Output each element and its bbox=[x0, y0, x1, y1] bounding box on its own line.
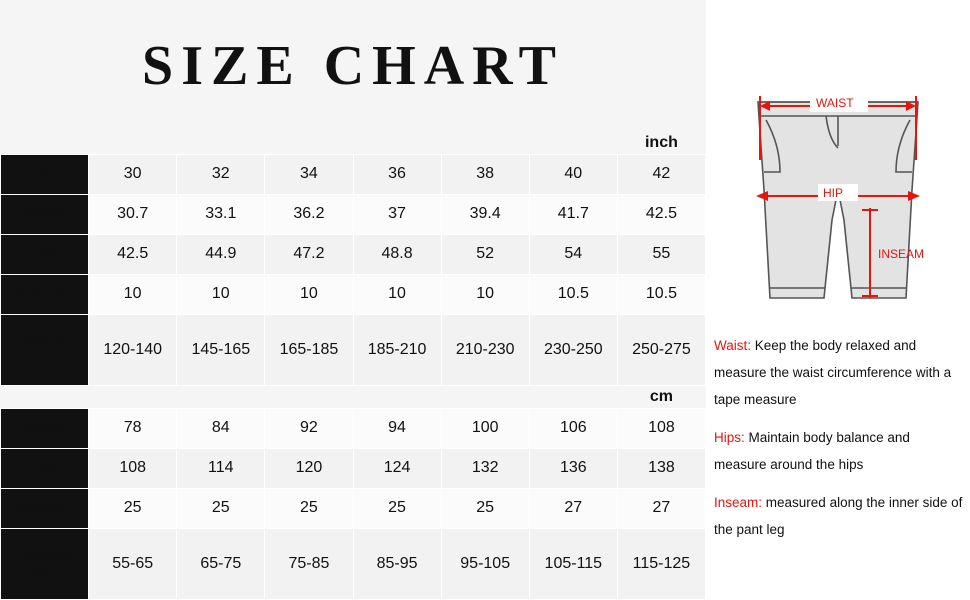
cell: 55-65 bbox=[89, 528, 177, 600]
cell: 138 bbox=[617, 448, 705, 488]
measurement-notes bbox=[714, 332, 966, 554]
cell: 36 bbox=[353, 155, 441, 195]
table-row bbox=[1, 155, 706, 195]
unit-row-spacer bbox=[89, 132, 618, 155]
row-header-weight-lbs bbox=[1, 314, 89, 385]
cell: 230-250 bbox=[529, 314, 617, 385]
size-table bbox=[0, 132, 706, 600]
right-panel bbox=[706, 0, 970, 600]
cell: 44.9 bbox=[177, 234, 265, 274]
waist-label: WAIST bbox=[816, 96, 854, 110]
note-hips-text: Maintain body balance and measure around the hips bbox=[714, 430, 910, 472]
table-row bbox=[1, 314, 706, 385]
unit-row-spacer bbox=[89, 385, 618, 408]
cell: 106 bbox=[529, 408, 617, 448]
cell: 250-275 bbox=[617, 314, 705, 385]
cell: 52 bbox=[441, 234, 529, 274]
cell: 40 bbox=[529, 155, 617, 195]
cell: 100 bbox=[441, 408, 529, 448]
row-header-label: Weight bbox=[18, 547, 72, 565]
cell: 120 bbox=[265, 448, 353, 488]
cell: 39.4 bbox=[441, 194, 529, 234]
row-header-unit: (kg) bbox=[31, 564, 58, 581]
cell: 65-75 bbox=[177, 528, 265, 600]
note-inseam-label: Inseam: bbox=[714, 495, 763, 510]
row-header-waist-inch: Waist bbox=[1, 194, 89, 234]
cell: 10.5 bbox=[529, 274, 617, 314]
note-hips-label: Hips: bbox=[714, 430, 745, 445]
cell: 105-115 bbox=[529, 528, 617, 600]
note-waist-text: Keep the body relaxed and measure the waist circumference with a tape measure bbox=[714, 338, 952, 407]
row-header-inseam-cm: Inseam bbox=[1, 488, 89, 528]
table-row bbox=[1, 448, 706, 488]
cell: 25 bbox=[265, 488, 353, 528]
cell: 37 bbox=[353, 194, 441, 234]
note-inseam-text: measured along the inner side of the pant leg bbox=[714, 495, 963, 537]
hip-label: HIP bbox=[823, 186, 844, 200]
cell: 41.7 bbox=[529, 194, 617, 234]
cell: 32 bbox=[177, 155, 265, 195]
row-header-label: Weight bbox=[18, 333, 72, 351]
cell: 145-165 bbox=[177, 314, 265, 385]
cell: 136 bbox=[529, 448, 617, 488]
cell: 165-185 bbox=[265, 314, 353, 385]
cell: 25 bbox=[441, 488, 529, 528]
cell: 25 bbox=[177, 488, 265, 528]
table-row bbox=[1, 408, 706, 448]
cell: 210-230 bbox=[441, 314, 529, 385]
cell: 10.5 bbox=[617, 274, 705, 314]
note-waist-label: Waist: bbox=[714, 338, 751, 353]
cell: 42.5 bbox=[89, 234, 177, 274]
unit-row-cm bbox=[1, 385, 706, 408]
cell: 36.2 bbox=[265, 194, 353, 234]
unit-marker-inch: inch bbox=[644, 134, 678, 151]
cell: 75-85 bbox=[265, 528, 353, 600]
cell: 85-95 bbox=[353, 528, 441, 600]
cell: 34 bbox=[265, 155, 353, 195]
note-inseam bbox=[714, 489, 966, 543]
cell: 10 bbox=[89, 274, 177, 314]
cell: 10 bbox=[441, 274, 529, 314]
cell: 78 bbox=[89, 408, 177, 448]
row-header-weight-kg bbox=[1, 528, 89, 600]
cell: 95-105 bbox=[441, 528, 529, 600]
cell: 25 bbox=[353, 488, 441, 528]
row-header-hip-cm: Hip bbox=[1, 448, 89, 488]
cell: 10 bbox=[353, 274, 441, 314]
cell: 55 bbox=[617, 234, 705, 274]
row-header-inseam-inch: Inseam bbox=[1, 274, 89, 314]
cell: 108 bbox=[89, 448, 177, 488]
cell: 27 bbox=[529, 488, 617, 528]
cell: 185-210 bbox=[353, 314, 441, 385]
cell: 94 bbox=[353, 408, 441, 448]
cell: 54 bbox=[529, 234, 617, 274]
cell: 25 bbox=[89, 488, 177, 528]
cell: 33.1 bbox=[177, 194, 265, 234]
table-row bbox=[1, 274, 706, 314]
note-waist bbox=[714, 332, 966, 413]
row-header-waist-cm: Waist bbox=[1, 408, 89, 448]
table-row bbox=[1, 528, 706, 600]
cell: 48.8 bbox=[353, 234, 441, 274]
row-header-hip-inch: Hip bbox=[1, 234, 89, 274]
cell: 115-125 bbox=[617, 528, 705, 600]
cell: 92 bbox=[265, 408, 353, 448]
row-header-unit: (1bs) bbox=[27, 350, 62, 367]
cell: 38 bbox=[441, 155, 529, 195]
cell: 10 bbox=[177, 274, 265, 314]
size-table-container bbox=[0, 132, 706, 600]
page-title: SIZE CHART bbox=[142, 35, 564, 97]
shorts-measurement-diagram bbox=[706, 60, 970, 330]
cell: 47.2 bbox=[265, 234, 353, 274]
table-row bbox=[1, 488, 706, 528]
note-hips bbox=[714, 424, 966, 478]
unit-row-spacer bbox=[1, 385, 89, 408]
cell: 84 bbox=[177, 408, 265, 448]
cell: 120-140 bbox=[89, 314, 177, 385]
cell: 10 bbox=[265, 274, 353, 314]
cell: 42 bbox=[617, 155, 705, 195]
unit-row-inch bbox=[1, 132, 706, 155]
cell: 27 bbox=[617, 488, 705, 528]
table-row bbox=[1, 234, 706, 274]
inseam-label: INSEAM bbox=[878, 247, 925, 261]
cell: 108 bbox=[617, 408, 705, 448]
cell: 124 bbox=[353, 448, 441, 488]
unit-marker-cm: cm bbox=[649, 387, 673, 405]
cell: 30.7 bbox=[89, 194, 177, 234]
cell: 30 bbox=[89, 155, 177, 195]
cell: 114 bbox=[177, 448, 265, 488]
table-row bbox=[1, 194, 706, 234]
unit-row-spacer bbox=[1, 132, 89, 155]
row-header-size: Size bbox=[1, 155, 89, 195]
cell: 132 bbox=[441, 448, 529, 488]
cell: 42.5 bbox=[617, 194, 705, 234]
